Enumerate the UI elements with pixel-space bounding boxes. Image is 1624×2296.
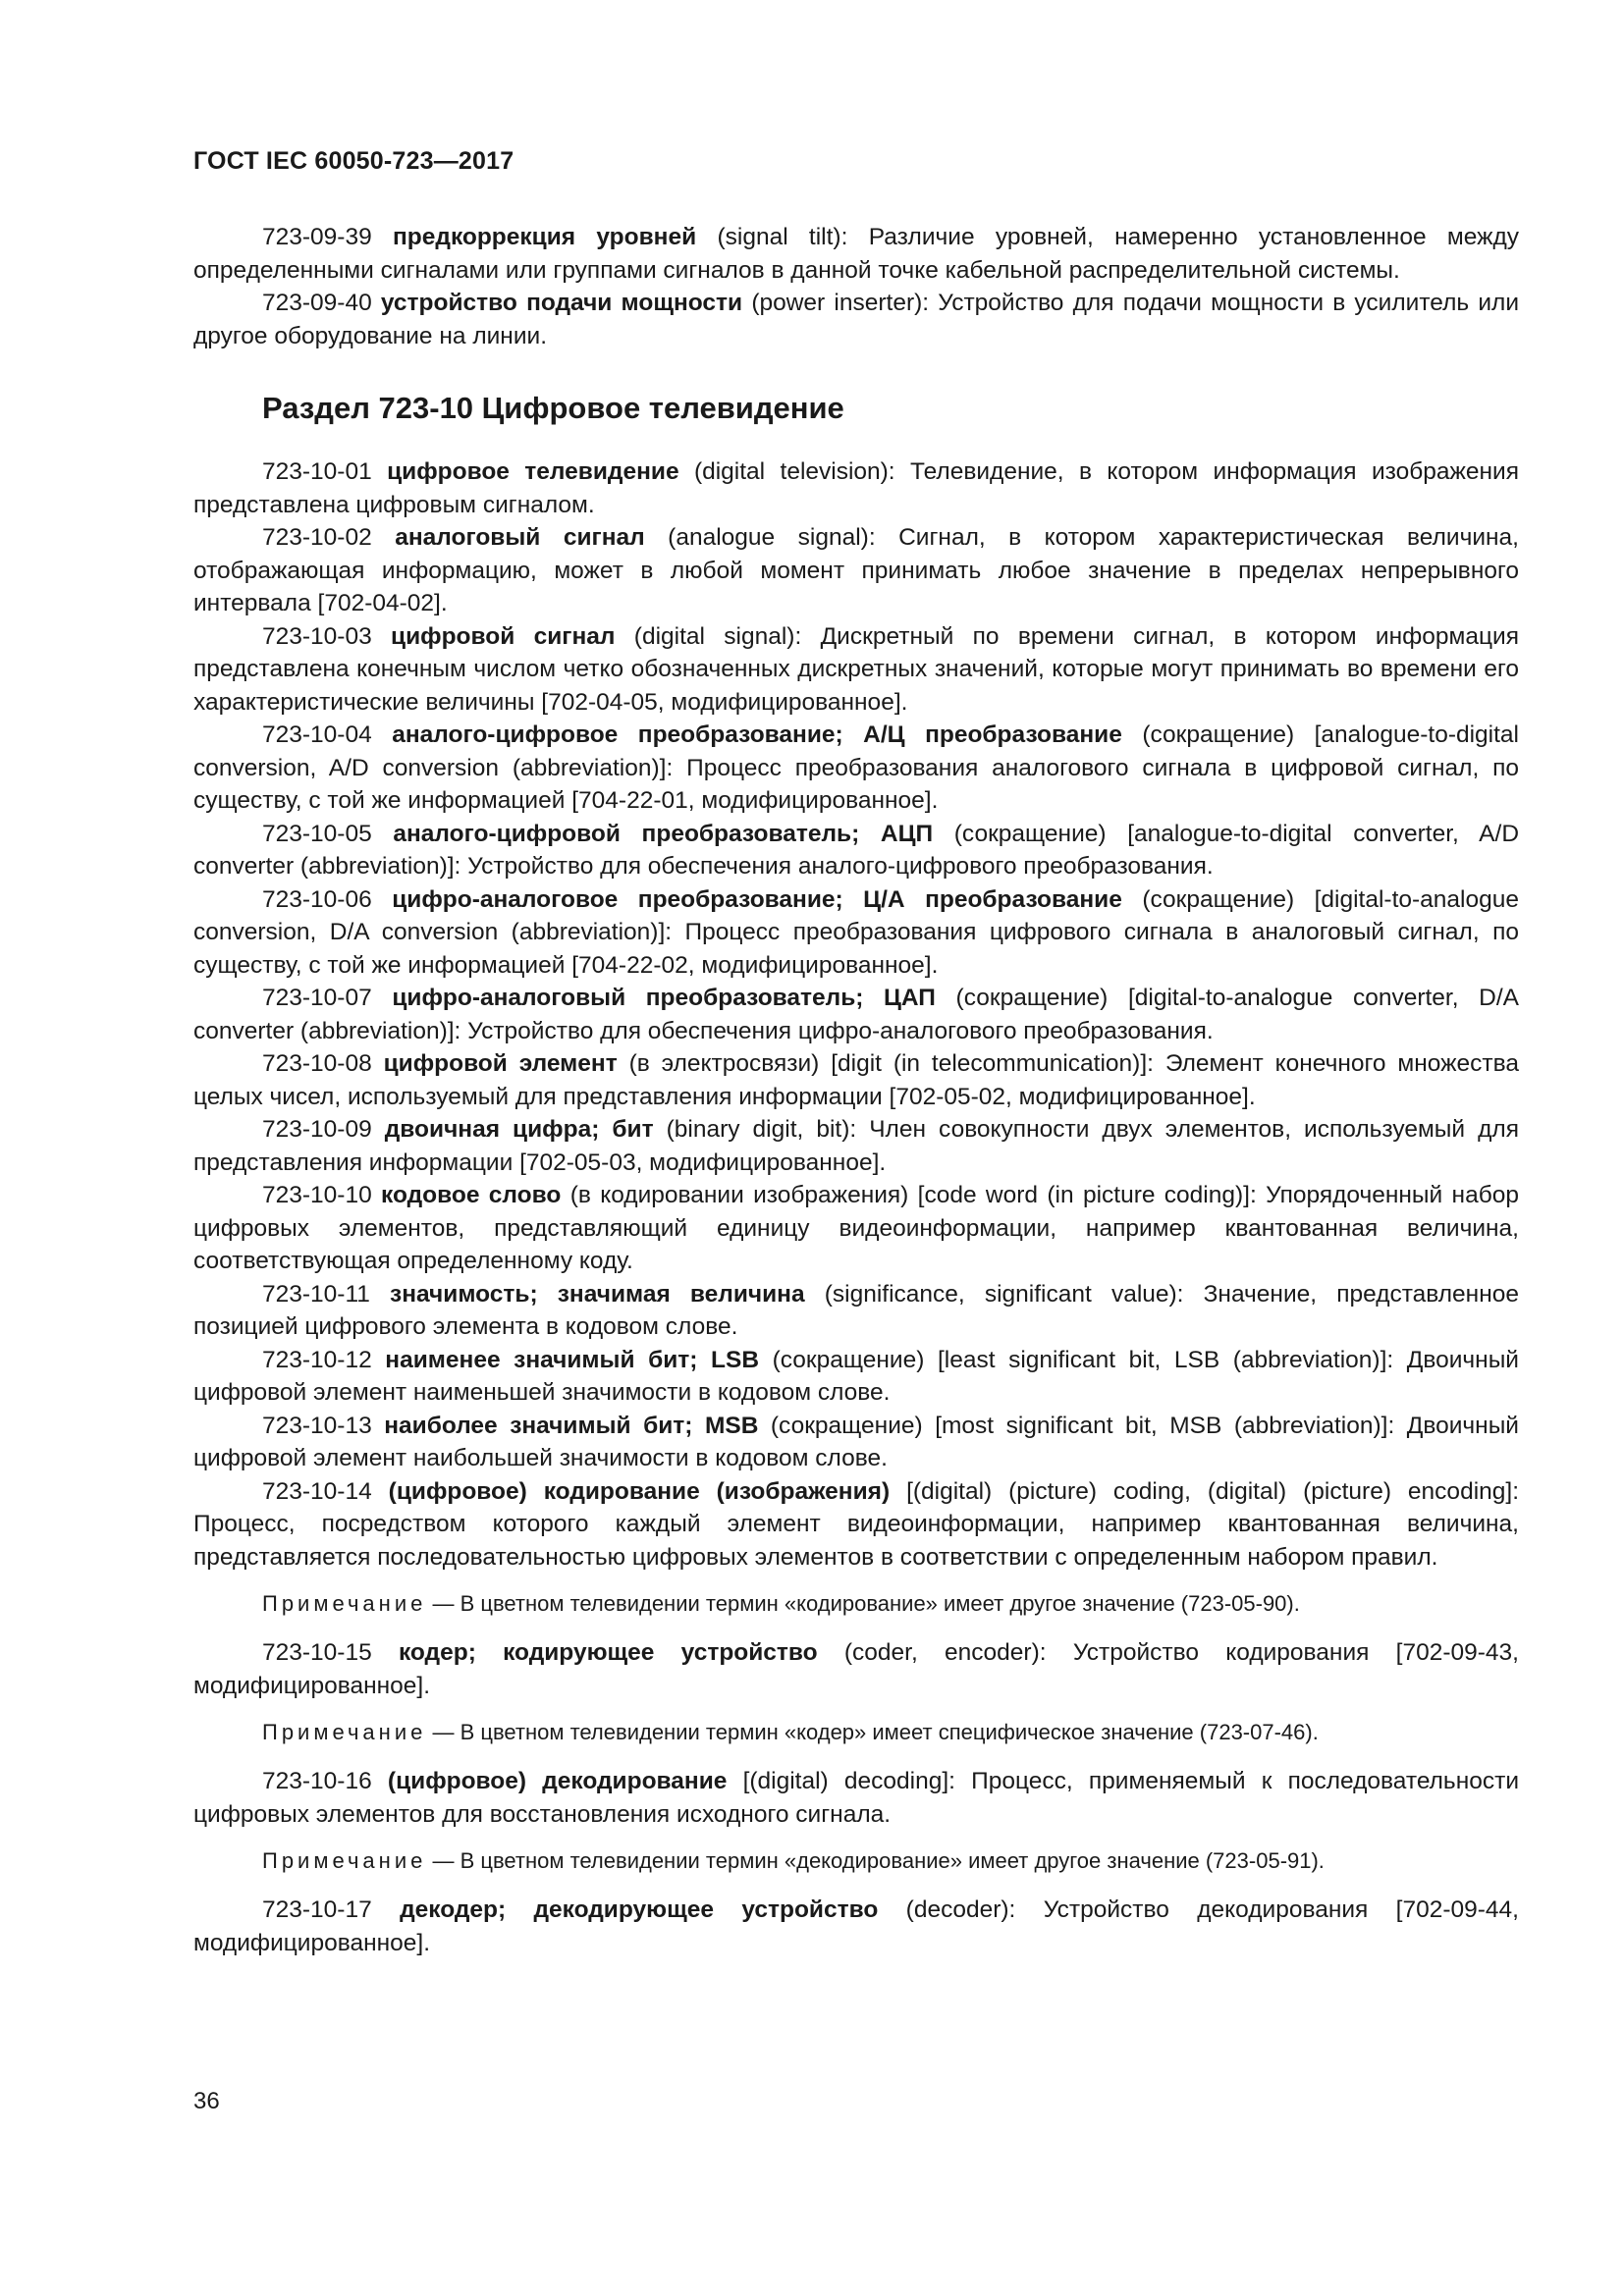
term-entry [193, 1636, 1519, 1702]
entry-term: предкоррекция уровней [393, 224, 697, 250]
entry-definition: (digital signal): Дискретный по времени сигнал, в котором информация представлена конечным числом четко обозначенных дискретных значений, которые могут принимать во времени его характеристические величины [702-04-05, модифицированное]. [193, 622, 1519, 716]
note-label: Примечание [262, 1720, 427, 1744]
entry-term: наименее значимый бит; LSB [385, 1346, 760, 1373]
entry-number: 723-10-03 [262, 622, 372, 650]
entry-definition: (power inserter): Устройство для подачи мощности в усилитель или другое оборудование на линии. [193, 290, 1519, 349]
entry-definition: (сокращение) [analogue-to-digital conversion, A/D conversion (abbreviation)]: Процесс преобразования аналогового сигнала в цифровой сигнал, по существу, с той же информацией [704-22-01, модифицированное]. [193, 721, 1520, 814]
entry-definition: (decoder): Устройство декодирования [702-09-44, модифицированное]. [193, 1896, 1519, 1956]
entry-number: 723-10-01 [262, 458, 372, 485]
term-entry [193, 1475, 1519, 1575]
entry-number: 723-10-11 [262, 1280, 370, 1308]
entry-number: 723-10-07 [262, 985, 372, 1011]
note [193, 1718, 1519, 1747]
entry-definition: (в электросвязи) [digit (in telecommunication)]: Элемент конечного множества целых чисел, используемый для представления информации [702-05-02, модифицированное]. [193, 1050, 1519, 1110]
entry-number: 723-10-08 [262, 1050, 372, 1077]
term-entry [193, 1410, 1519, 1475]
entry-term: двоичная цифра; бит [384, 1116, 654, 1143]
term-entry [193, 1894, 1519, 1959]
term-entry [193, 1113, 1519, 1179]
entry-definition: (сокращение) [digital-to-analogue converter, D/A converter (abbreviation)]: Устройство для обеспечения цифро-аналогового преобразования. [193, 985, 1519, 1044]
term-entry [193, 719, 1519, 818]
entry-number: 723-10-06 [262, 885, 372, 913]
note [193, 1589, 1519, 1619]
document-header: ГОСТ IEC 60050-723—2017 [193, 147, 514, 175]
entry-definition: (signal tilt): Различие уровней, намеренно установленное между определенными сигналами или группами сигналов в данной точке кабельной распределительной системы. [193, 224, 1519, 284]
entry-term: цифровой элемент [383, 1050, 618, 1077]
note-label: Примечание [262, 1591, 427, 1616]
entry-term: цифровой сигнал [391, 622, 616, 650]
entry-number: 723-10-15 [262, 1639, 372, 1666]
term-entry [193, 982, 1519, 1047]
note-text: — В цветном телевидении термин «декодирование» имеет другое значение (723-05-91). [426, 1848, 1325, 1873]
entry-number: 723-10-17 [262, 1896, 372, 1923]
term-entry [193, 455, 1519, 521]
entry-number: 723-10-05 [262, 820, 372, 847]
note-text: — В цветном телевидении термин «кодирование» имеет другое значение (723-05-90). [426, 1591, 1300, 1616]
term-entry [193, 1765, 1519, 1831]
entry-term: кодер; кодирующее устройство [398, 1639, 818, 1666]
term-entry [193, 1344, 1519, 1410]
entry-definition: (significance, significant value): Значение, представленное позицией цифрового элемента в кодовом слове. [193, 1280, 1519, 1340]
entry-definition: (в кодировании изображения) [code word (in picture coding)]: Упорядоченный набор цифровых элементов, представляющий единицу видеоинформации, например квантованная величина, соответствующая определенному коду. [193, 1182, 1519, 1274]
entry-definition: (coder, encoder): Устройство кодирования [702-09-43, модифицированное]. [193, 1639, 1519, 1699]
term-entry [193, 1179, 1519, 1278]
term-entry [193, 221, 1519, 287]
entry-definition: [(digital) (picture) coding, (digital) (picture) encoding]: Процесс, посредством которого каждый элемент видеоинформации, например квантованная величина, представляется последовательностью цифровых элементов в соответствии с определенным набором правил. [193, 1477, 1519, 1571]
entry-term: (цифровое) кодирование (изображения) [388, 1477, 891, 1505]
entry-number: 723-10-13 [262, 1412, 372, 1439]
term-entry [193, 883, 1519, 983]
term-entry [193, 1278, 1519, 1344]
entry-number: 723-10-09 [262, 1116, 372, 1143]
entry-term: значимость; значимая величина [390, 1280, 805, 1308]
entry-definition: (сокращение) [least significant bit, LSB (abbreviation)]: Двоичный цифровой элемент наименьшей значимости в кодовом слове. [193, 1346, 1519, 1406]
entry-term: аналого-цифровой преобразователь; АЦП [393, 820, 934, 847]
entry-definition: (analogue signal): Сигнал, в котором характеристическая величина, отображающая информацию, может в любой момент принимать любое значение в пределах непрерывного интервала [702-04-02]. [193, 524, 1519, 616]
entry-definition: (binary digit, bit): Член совокупности двух элементов, используемый для представления информации [702-05-03, модифицированное]. [193, 1116, 1519, 1176]
entry-term: цифро-аналоговое преобразование; Ц/А преобразование [392, 885, 1122, 913]
entry-term: декодер; декодирующее устройство [400, 1896, 879, 1923]
entry-number: 723-10-16 [262, 1768, 372, 1794]
entry-number: 723-10-10 [262, 1182, 372, 1208]
entry-term: наиболее значимый бит; MSB [384, 1412, 759, 1439]
entry-definition: [(digital) decoding]: Процесс, применяемый к последовательности цифровых элементов для восстановления исходного сигнала. [193, 1768, 1520, 1828]
term-entry [193, 1047, 1519, 1113]
entry-term: кодовое слово [381, 1182, 562, 1208]
note-label: Примечание [262, 1848, 427, 1873]
document-page [193, 147, 1519, 1959]
entry-term: (цифровое) декодирование [387, 1768, 728, 1794]
entry-term: устройство подачи мощности [380, 290, 743, 316]
entry-number: 723-09-40 [262, 290, 372, 316]
entry-definition: (digital television): Телевидение, в котором информация изображения представлена цифровым сигналом. [193, 458, 1520, 518]
entry-term: цифровое телевидение [387, 458, 679, 485]
entry-number: 723-09-39 [262, 224, 372, 250]
entry-definition: (сокращение) [analogue-to-digital converter, A/D converter (abbreviation)]: Устройство для обеспечения аналого-цифрового преобразования. [193, 820, 1520, 880]
term-entry [193, 818, 1519, 883]
entry-definition: (сокращение) [digital-to-analogue conversion, D/A conversion (abbreviation)]: Процесс преобразования цифрового сигнала в аналоговый сигнал, по существу, с той же информацией [704-22-02, модифицированное]. [193, 885, 1520, 979]
entry-number: 723-10-14 [262, 1477, 372, 1505]
entry-term: цифро-аналоговый преобразователь; ЦАП [392, 985, 936, 1011]
entry-definition: (сокращение) [most significant bit, MSB (abbreviation)]: Двоичный цифровой элемент наибольшей значимости в кодовом слове. [193, 1412, 1519, 1471]
entry-number: 723-10-12 [262, 1346, 372, 1373]
section-title: Раздел 723-10 Цифровое телевидение [262, 391, 844, 425]
page-number: 36 [193, 2088, 220, 2114]
term-entry [193, 620, 1519, 720]
entry-term: аналоговый сигнал [395, 524, 645, 551]
note [193, 1846, 1519, 1876]
note-text: — В цветном телевидении термин «кодер» имеет специфическое значение (723-07-46). [426, 1720, 1319, 1744]
entry-number: 723-10-02 [262, 524, 372, 551]
entry-term: аналого-цифровое преобразование; А/Ц преобразование [392, 721, 1122, 748]
term-entry [193, 521, 1519, 620]
entry-number: 723-10-04 [262, 721, 372, 748]
term-entry [193, 287, 1519, 352]
